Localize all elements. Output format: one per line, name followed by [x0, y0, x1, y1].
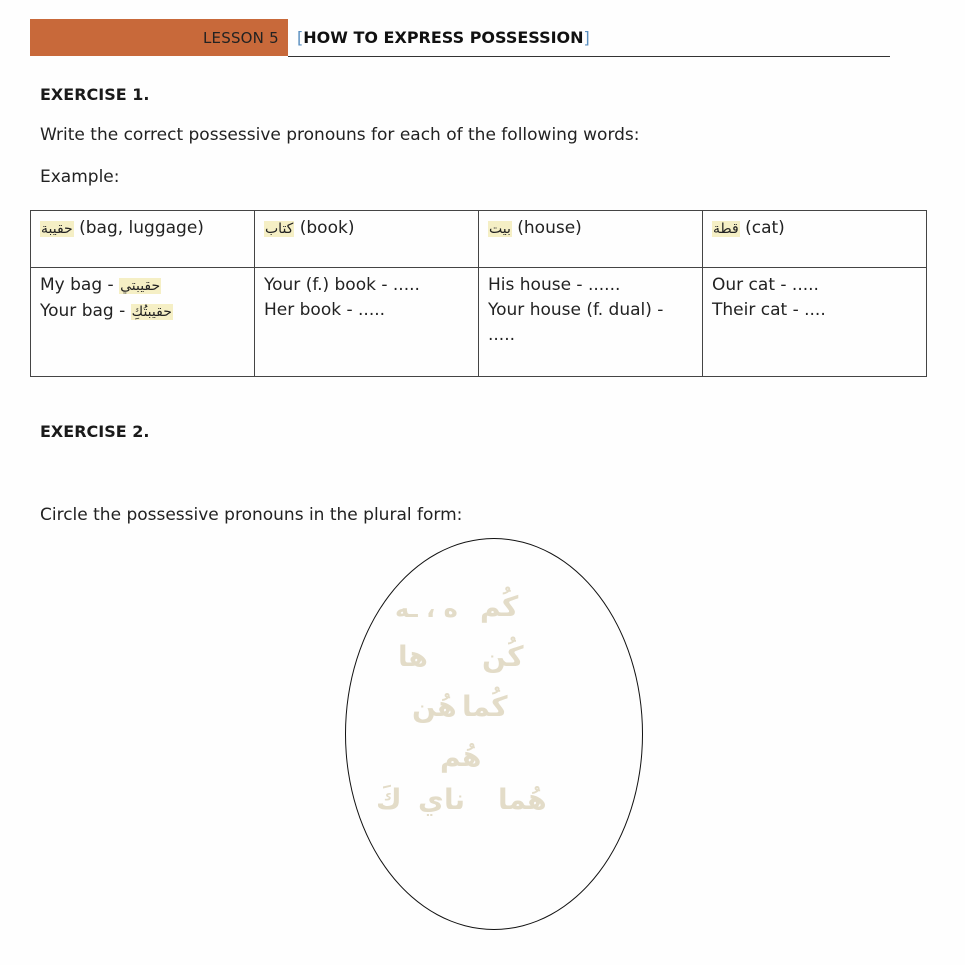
cell-line: ..... — [488, 325, 516, 345]
table-cell — [479, 268, 703, 377]
table-cell — [703, 268, 927, 377]
lesson-title — [297, 28, 590, 47]
pronoun-word: هُن — [412, 690, 457, 723]
table-row — [31, 268, 927, 377]
table-header-cell — [31, 211, 255, 268]
arabic-word: بيت — [489, 221, 511, 237]
cell-line: Your (f.) book - ..... — [264, 275, 420, 295]
english-gloss: (bag, luggage) — [73, 218, 204, 238]
arabic-word: كتاب — [265, 221, 294, 237]
bracket-open: [ — [297, 28, 304, 47]
table-cell — [255, 268, 479, 377]
pronoun-word: كَ — [376, 783, 402, 816]
cell-line: Their cat - .... — [712, 300, 826, 320]
exercise1-heading: EXERCISE 1. — [40, 85, 150, 104]
cell-text: Your bag - — [40, 301, 131, 321]
exercise2-heading: EXERCISE 2. — [40, 422, 150, 441]
english-gloss: (house) — [511, 218, 582, 238]
pronoun-word: ي — [418, 783, 444, 816]
pronoun-word: ه ، ـه — [395, 595, 458, 623]
bracket-close: ] — [583, 28, 590, 47]
vocabulary-table — [30, 210, 927, 377]
example-label: Example: — [40, 167, 120, 187]
pronoun-word: نا — [444, 783, 466, 816]
table-header-cell — [479, 211, 703, 268]
table-header-row — [31, 211, 927, 268]
cell-line: Your house (f. dual) - — [488, 300, 664, 320]
exercise2-instruction: Circle the possessive pronouns in the plural form: — [40, 505, 463, 525]
cell-line — [40, 273, 245, 299]
table-header-cell — [703, 211, 927, 268]
pronoun-word: كُن — [482, 640, 524, 673]
pronoun-word: هُما — [498, 783, 547, 816]
lesson-label: LESSON 5 — [203, 29, 279, 47]
english-gloss: (book) — [294, 218, 355, 238]
lesson-title-text: HOW TO EXPRESS POSSESSION — [303, 28, 584, 47]
exercise1-instruction: Write the correct possessive pronouns for each of the following words: — [40, 125, 640, 145]
pronoun-word: كُم — [480, 590, 519, 623]
pronoun-word: ها — [398, 640, 428, 673]
header-rule — [288, 56, 890, 57]
cell-line: Her book - ..... — [264, 300, 386, 320]
cell-text: My bag - — [40, 275, 120, 295]
arabic-word: حقيبة — [41, 221, 73, 237]
arabic-answer: حقيبتي — [120, 278, 161, 294]
table-cell — [31, 268, 255, 377]
table-header-cell — [255, 211, 479, 268]
cell-line — [40, 299, 245, 325]
cell-line: Our cat - ..... — [712, 275, 819, 295]
pronoun-word: كُما — [462, 690, 508, 723]
pronoun-word: هُم — [440, 740, 482, 773]
english-gloss: (cat) — [739, 218, 785, 238]
arabic-answer: حقيبتُكِ — [131, 304, 172, 320]
arabic-word: قطة — [713, 221, 739, 237]
cell-line: His house - ...... — [488, 275, 621, 295]
